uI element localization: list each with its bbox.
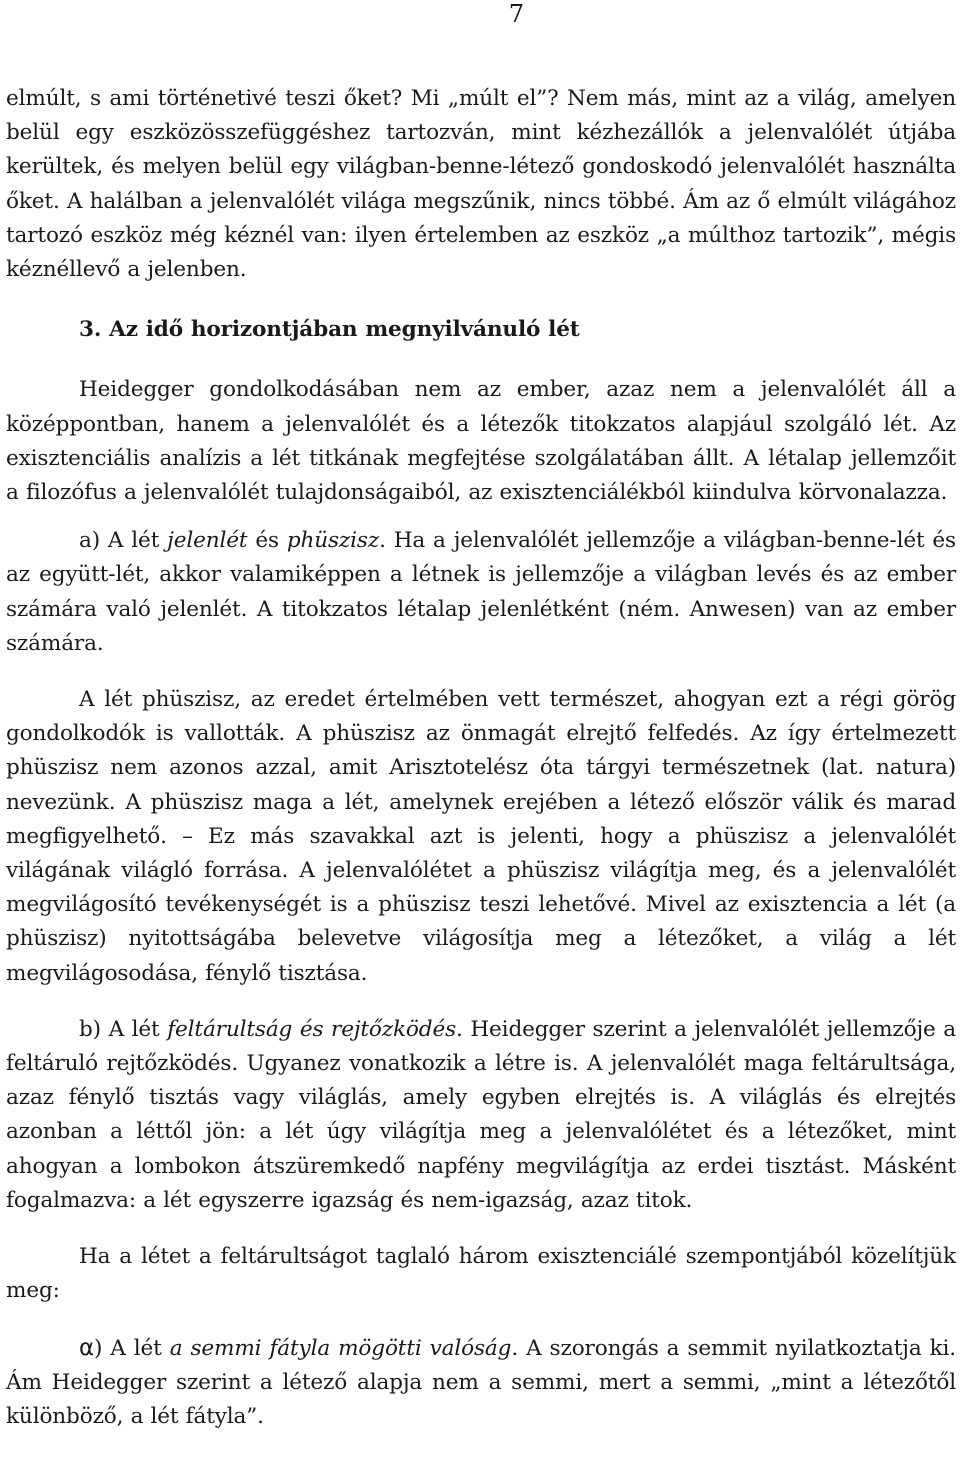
paragraph-disclosure: b) A lét feltárultság és rejtőzködés. Heidegger szerint a jelenvalólét jellemzője a feltáruló rejtőzködés. Ugyanez vonatkozik a létre is. A jelenvalólét maga feltárultsága, azaz fénylő tisztás vagy világlás, amely egyben elrejtés is. A világlás és elrejtés azonban a léttől jön: a lét úgy világítja meg a jelenvalólétet és a létezőket, mint ahogyan a lombokon átszüremkedő napfény megvilágítja az erdei tisztást. Másként fogalmazva: a lét egyszerre igazság és nem-igazság, azaz titok. bbox=[6, 1016, 957, 1213]
paragraph-presence-physis: a) A lét jelenlét és phüszisz. Ha a jelenvalólét jellemzője a világban-benne-lét és az együtt-lét, akkor valamiképpen a létnek is jellemzője a világban levés és az ember számára való jelenlét. A titokzatos létalap jelenlétként (ném. Anwesen) van az ember számára. bbox=[6, 528, 956, 656]
paragraph-nothing: α) A lét a semmi fátyla mögötti valóság. A szorongás a semmit nyilatkoztatja ki. Ám Heidegger szerint a létező alapja nem a semmi, mert a semmi, „mint a létezőtől különböző, a lét fátyla”. bbox=[6, 1334, 956, 1429]
page-number: 7 bbox=[508, 0, 524, 28]
term-jelenlet: jelenlét bbox=[167, 528, 248, 554]
paragraph-continuation: elmúlt, s ami történetivé teszi őket? Mi „múlt el”? Nem más, mint az a világ, amelyen belül egy eszközösszefüggéshez tartozván, mint kézhezállók a jelenvalólét útjába kerültek, és melyen belül egy világban-benne-létező gondoskodó jelenvalólét használta őket. A halálban a jelenvalólét világa megszűnik, nincs többé. Ám az ő elmúlt világához tartozó eszköz még kéznél van: ilyen értelemben az eszköz „a múlthoz tartozik”, mégis kéznéllevő a jelenben. bbox=[6, 86, 956, 283]
section-heading: 3. Az idő horizontjában megnyilvánuló lét bbox=[79, 317, 580, 343]
paragraph-intro: Heidegger gondolkodásában nem az ember, azaz nem a jelenvalólét áll a középpontban, hanem a jelenvalólét és a létezők titokzatos alapjául szolgáló lét. Az exisztenciális analízis a lét titkának megfejtése szolgálatában állt. A létalap jellemzőit a filozófus a jelenvalólét tulajdonságaiból, az exisztenciálékból kiindulva körvonalazza. bbox=[6, 377, 956, 506]
term-semmi-fatyla: a semmi fátyla mögötti valóság bbox=[169, 1335, 512, 1361]
paragraph-approach: Ha a létet a feltárultságot taglaló három exisztenciálé szempontjából közelítjük meg: bbox=[6, 1244, 956, 1304]
term-phuszisz: phüszisz bbox=[286, 528, 380, 554]
alpha-marker: α bbox=[79, 1334, 95, 1361]
term-feltarultsag: feltárultság és rejtőzködés bbox=[167, 1016, 457, 1042]
body-text bbox=[6, 82, 956, 1434]
paragraph-physis: A lét phüszisz, az eredet értelmében vett természet, ahogyan ezt a régi görög gondolkodók is vallották. A phüszisz az önmagát elrejtő felfedés. Az így értelmezett phüszisz nem azonos azzal, amit Arisztotelész óta tárgyi természetnek (lat. natura) nevezünk. A phüszisz maga a lét, amelynek erejében a létező először válik és marad megfigyelhető. – Ez más szavakkal azt is jelenti, hogy a phüszisz a jelenvalólét világának világló forrása. A jelenvalólétet a phüszisz világítja meg, és a jelenvalólét megvilágosító tevékenységét is a phüszisz teszi lehetővé. Mivel az exisztencia a lét (a phüszisz) nyitottságába belevetve világosítja meg a létezőket, a világ a lét megvilágosodása, fénylő tisztása. bbox=[6, 687, 956, 986]
